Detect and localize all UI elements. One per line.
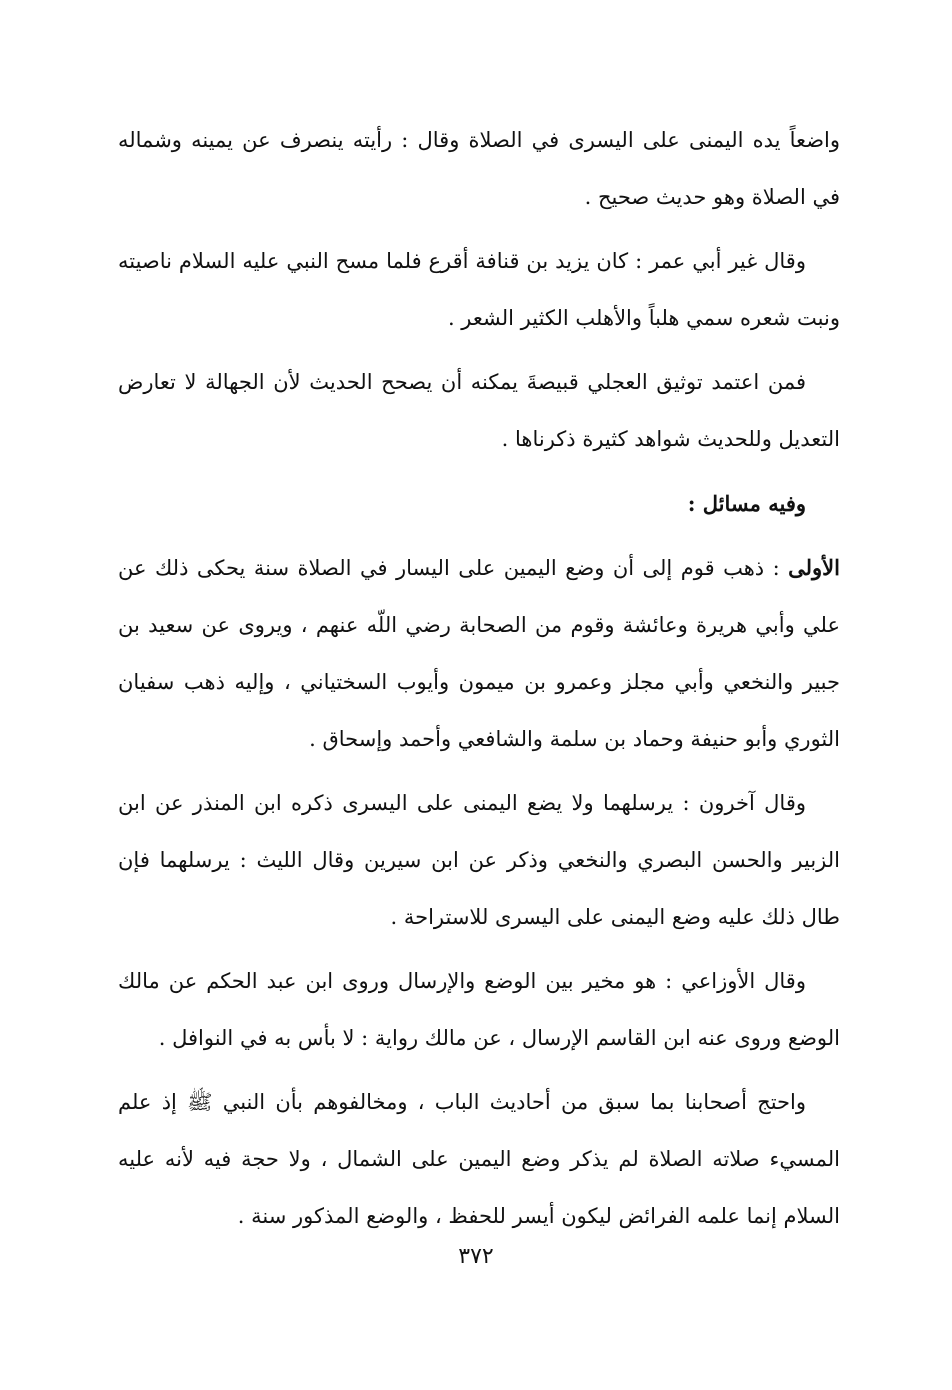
paragraph-4-lead: الأولى	[788, 555, 840, 580]
paragraph-3: فمن اعتمد توثيق العجلي قبيصةَ يمكنه أن يصحح الحديث لأن الجهالة لا تعارض التعديل وللحديث شواهد كثيرة ذكرناها .	[118, 370, 840, 451]
section-heading: وفيه مسائل :	[687, 491, 806, 516]
paragraph-7: واحتج أصحابنا بما سبق من أحاديث الباب ، ومخالفوهم بأن النبي ﷺ إذ علم المسيء صلاته الصلاة لم يذكر وضع اليمين على الشمال ، ولا حجة فيه لأنه عليه السلام إنما علمه الفرائض ليكون أيسر للحفظ ، والوضع المذكور سنة .	[118, 1090, 840, 1228]
paragraph-4	[118, 539, 840, 768]
page-number: ٣٧٢	[458, 1244, 494, 1269]
paragraph-5: وقال آخرون : يرسلهما ولا يضع اليمنى على اليسرى ذكره ابن المنذر عن ابن الزبير والحسن البصري والنخعي وذكر عن ابن سيرين وقال الليث : يرسلهما فإن طال ذلك عليه وضع اليمنى على اليسرى للاستراحة .	[118, 791, 840, 929]
paragraph-2: وقال غير أبي عمر : كان يزيد بن قنافة أقرع فلما مسح النبي عليه السلام ناصيته ونبت شعره سمي هلباً والأهلب الكثير الشعر .	[118, 249, 840, 330]
page-body	[118, 112, 840, 1252]
paragraph-1: واضعاً يده اليمنى على اليسرى في الصلاة وقال : رأيته ينصرف عن يمينه وشماله في الصلاة وهو حديث صحيح .	[118, 128, 840, 209]
paragraph-6: وقال الأوزاعي : هو مخير بين الوضع والإرسال وروى ابن عبد الحكم عن مالك الوضع وروى عنه ابن القاسم الإرسال ، عن مالك رواية : لا بأس به في النوافل .	[118, 969, 840, 1050]
paragraph-4-body: : ذهب قوم إلى أن وضع اليمين على اليسار في الصلاة سنة يحكى ذلك عن علي وأبي هريرة وعائشة وقوم من الصحابة رضي اللّه عنهم ، ويروى عن سعيد بن جبير والنخعي وأبي مجلز وعمرو بن ميمون وأيوب السختياني ، وإليه ذهب سفيان الثوري وأبو حنيفة وحماد بن سلمة والشافعي وأحمد وإسحاق .	[118, 556, 840, 751]
